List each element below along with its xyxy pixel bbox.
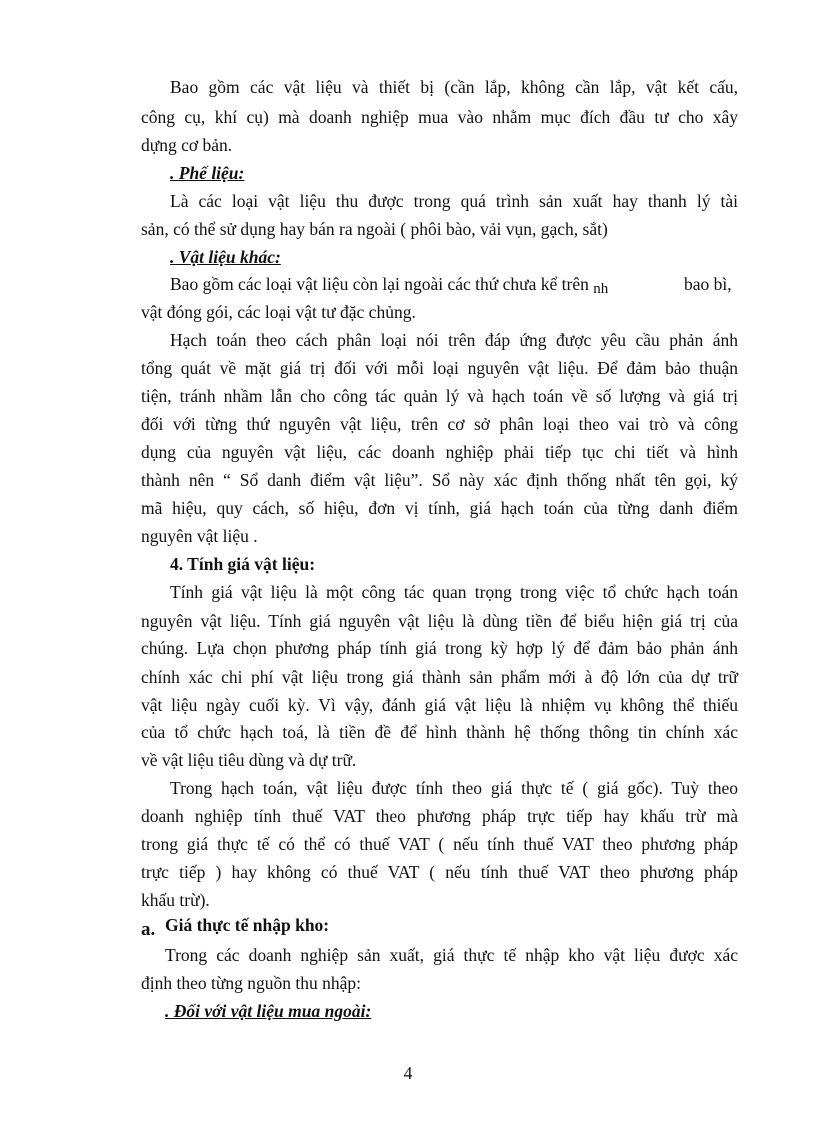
section-heading-phe-lieu: . Phế liệu: bbox=[170, 163, 245, 183]
text-line: Trong hạch toán, vật liệu được tính theo giá thực tế ( giá gốc). Tuỳ theo bbox=[170, 778, 738, 798]
text-line: về vật liệu tiêu dùng và dự trữ. bbox=[141, 750, 357, 770]
text-line: trực tiếp ) hay không có thuế VAT ( nếu tính thuế VAT theo phương pháp bbox=[141, 862, 738, 882]
text-line: dụng của nguyên vật liệu, các doanh nghiệp phải tiếp tục chi tiết và hình bbox=[141, 442, 738, 462]
text-line: Là các loại vật liệu thu được trong quá trình sản xuất hay thanh lý tài bbox=[170, 191, 738, 211]
text-line: Tính giá vật liệu là một công tác quan trọng trong việc tổ chức hạch toán bbox=[170, 582, 738, 602]
text-line: vật liệu ngày cuối kỳ. Vì vậy, đánh giá vật liệu là nhiệm vụ không thể thiếu bbox=[141, 695, 738, 715]
text-line: Hạch toán theo cách phân loại nói trên đáp ứng được yêu cầu phản ánh bbox=[170, 330, 738, 350]
text-segment: bao bì, bbox=[684, 274, 732, 294]
text-line: mã hiệu, quy cách, số hiệu, đơn vị tính, giá hạch toán của từng danh điểm bbox=[141, 498, 738, 518]
section-heading-vat-lieu-mua-ngoai: . Đối với vật liệu mua ngoài: bbox=[165, 1001, 372, 1021]
text-line: tiện, tránh nhầm lẫn cho công tác quản lý và hạch toán về số lượng và giá trị bbox=[141, 386, 738, 406]
text-line: đối với từng thứ nguyên vật liệu, trên cơ sở phân loại theo vai trò và công bbox=[141, 414, 738, 434]
text-line: sản, có thể sử dụng hay bán ra ngoài ( phôi bào, vải vụn, gạch, sắt) bbox=[141, 219, 608, 239]
subsection-heading bbox=[141, 915, 738, 942]
text-line: Bao gồm các vật liệu và thiết bị (cần lắp, không cần lắp, vật kết cấu, bbox=[170, 77, 738, 97]
text-line: tổng quát về mặt giá trị đối với mỗi loại nguyên vật liệu. Để đảm bảo thuận bbox=[141, 358, 738, 378]
text-line: doanh nghiệp tính thuế VAT theo phương pháp trực tiếp hay khấu trừ mà bbox=[141, 806, 738, 826]
text-line: khấu trừ). bbox=[141, 890, 210, 910]
stray-fragment: nh bbox=[593, 281, 609, 297]
text-line: định theo từng nguồn thu nhập: bbox=[141, 973, 361, 993]
text-line: trong giá thực tế có thể có thuế VAT ( nếu tính thuế VAT theo phương pháp bbox=[141, 834, 738, 854]
text-line: nguyên vật liệu. Tính giá nguyên vật liệu là dùng tiền để biểu hiện giá trị của bbox=[141, 611, 738, 631]
section-heading-tinh-gia: 4. Tính giá vật liệu: bbox=[170, 554, 316, 574]
list-marker: a. bbox=[141, 919, 156, 940]
text-segment: Bao gồm các loại vật liệu còn lại ngoài các thứ chưa kể trên bbox=[170, 274, 589, 294]
text-line: Trong các doanh nghiệp sản xuất, giá thực tế nhập kho vật liệu được xác bbox=[165, 945, 738, 965]
text-line: của tổ chức hạch toá, là tiền đề để hình thành hệ thống thông tin chính xác bbox=[141, 722, 738, 742]
text-line: chính xác chi phí vật liệu trong giá thành sản phẩm mới à độ lớn của dự trữ bbox=[141, 667, 738, 687]
text-line bbox=[170, 273, 738, 297]
page-number: 4 bbox=[403, 1063, 413, 1083]
text-line: nguyên vật liệu . bbox=[141, 526, 258, 546]
text-line: công cụ, khí cụ) mà doanh nghiệp mua vào nhằm mục đích đầu tư cho xây bbox=[141, 107, 738, 127]
text-line: chúng. Lựa chọn phương pháp tính giá trong kỳ hợp lý để đảm bảo phản ánh bbox=[141, 638, 738, 658]
subsection-title: Giá thực tế nhập kho: bbox=[165, 915, 330, 935]
section-heading-vat-lieu-khac: . Vật liệu khác: bbox=[170, 247, 281, 267]
text-line: vật đóng gói, các loại vật tư đặc chủng. bbox=[141, 302, 416, 322]
text-line: dựng cơ bản. bbox=[141, 135, 233, 155]
text-line: thành nên “ Sổ danh điểm vật liệu”. Sổ này xác định thống nhất tên gọi, ký bbox=[141, 470, 738, 490]
